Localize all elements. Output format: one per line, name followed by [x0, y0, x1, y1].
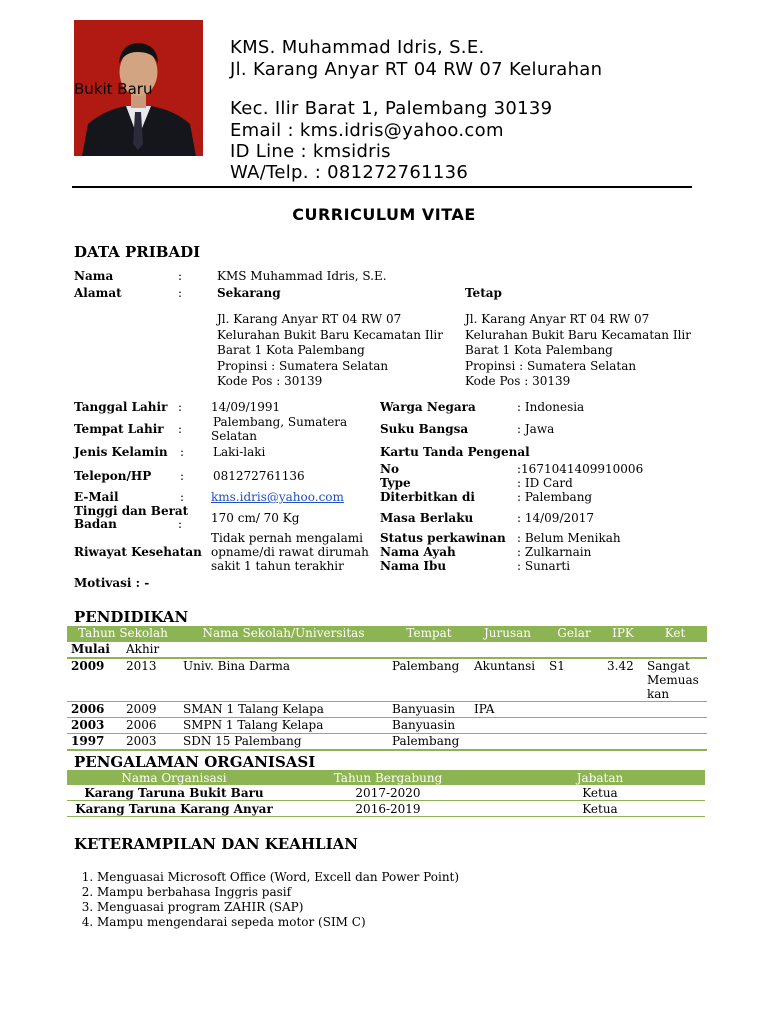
row-mulai: 2006: [71, 702, 105, 716]
jenis-kelamin-label: Jenis Kelamin: [74, 445, 168, 459]
row-gelar: [545, 718, 603, 734]
row-ipk: [603, 702, 643, 718]
section-data-pribadi: DATA PRIBADI: [74, 243, 201, 261]
tinggi-label2: Badan: [74, 517, 117, 531]
riwayat-line: sakit 1 tahun terakhir: [211, 559, 344, 573]
header-address-line2: Kec. Ilir Barat 1, Palembang 30139: [230, 98, 553, 119]
row-mulai: 1997: [71, 734, 105, 748]
address-line: Kelurahan Bukit Baru Kecamatan Ilir: [217, 327, 443, 342]
nama-label: Nama: [74, 269, 114, 283]
subheader-row: [67, 642, 707, 658]
berlaku-label: Masa Berlaku: [380, 511, 474, 525]
riwayat-line: opname/di rawat dirumah: [211, 545, 369, 559]
org-tahun: 2016-2019: [281, 801, 495, 817]
row-ipk: 3.42: [607, 659, 634, 673]
table-row: [67, 658, 707, 702]
address-line: Jl. Karang Anyar RT 04 RW 07: [465, 312, 650, 326]
row-tempat: Palembang: [392, 659, 460, 673]
colon: :: [178, 422, 183, 436]
warga-negara-value: : Indonesia: [517, 400, 585, 414]
colon: :: [178, 517, 183, 531]
row-jurusan: IPA: [474, 702, 495, 716]
org-tahun: 2017-2020: [281, 785, 495, 801]
education-table: [67, 626, 707, 751]
row-mulai: 2009: [71, 659, 105, 673]
row-nama: SMPN 1 Talang Kelapa: [183, 718, 324, 732]
section-keterampilan: KETERAMPILAN DAN KEAHLIAN: [74, 835, 358, 853]
type-label: Type: [380, 476, 411, 490]
colon: :: [178, 286, 183, 300]
row-tempat: Palembang: [392, 734, 460, 748]
alamat-label: Alamat: [74, 286, 122, 300]
riwayat-value: [211, 531, 369, 573]
section-organisasi: PENGALAMAN ORGANISASI: [74, 753, 316, 771]
row-ket: Sangat Memuaskan: [647, 659, 699, 701]
header-name: KMS. Muhammad Idris, S.E.: [230, 37, 485, 58]
email-link[interactable]: kms.idris@yahoo.com: [211, 490, 344, 504]
row-nama: SDN 15 Palembang: [183, 734, 302, 748]
tetap-address: [465, 312, 691, 390]
table-row: [67, 702, 707, 718]
address-line: Kelurahan Bukit Baru Kecamatan Ilir: [465, 327, 691, 342]
berlaku-value: : 14/09/2017: [517, 511, 595, 525]
table-row: [67, 801, 705, 817]
organization-table: [67, 770, 705, 817]
suku-label: Suku Bangsa: [380, 422, 469, 436]
subheader-akhir: Akhir: [122, 642, 179, 658]
telepon-value: 081272761136: [213, 469, 305, 483]
email-label: E-Mail: [74, 490, 119, 504]
jenis-kelamin-value: Laki-laki: [213, 445, 266, 459]
org-nama: Karang Taruna Karang Anyar: [67, 801, 281, 817]
row-ket: [643, 702, 707, 718]
subheader-mulai: Mulai: [67, 642, 122, 658]
warga-negara-label: Warga Negara: [380, 400, 476, 414]
tempat-lahir-label: Tempat Lahir: [74, 422, 164, 436]
org-nama: Karang Taruna Bukit Baru: [67, 785, 281, 801]
row-jurusan: Akuntansi: [474, 659, 536, 673]
header-divider: [72, 186, 692, 188]
terbit-value: : Palembang: [517, 490, 593, 504]
row-ket: [643, 734, 707, 751]
header-nama: Nama Sekolah/Universitas: [202, 626, 365, 640]
header-tempat: Tempat: [406, 626, 452, 640]
row-akhir: 2013: [126, 659, 157, 673]
table-header: [67, 626, 707, 642]
row-tempat: Banyuasin: [392, 718, 456, 732]
row-ipk: [603, 718, 643, 734]
header-email: Email : kms.idris@yahoo.com: [230, 120, 504, 141]
header-id-line: ID Line : kmsidris: [230, 141, 391, 162]
ibu-value: : Sunarti: [517, 559, 571, 573]
ktp-label: Kartu Tanda Pengenal: [380, 445, 530, 459]
header-wa: WA/Telp. : 081272761136: [230, 162, 469, 183]
address-line: Kode Pos : 30139: [465, 374, 571, 388]
header-org-nama: Nama Organisasi: [121, 770, 227, 785]
address-line: Propinsi : Sumatera Selatan: [465, 358, 637, 373]
tempat-lahir-value2: Selatan: [211, 429, 258, 443]
sekarang-address: [217, 312, 443, 390]
suku-value: : Jawa: [517, 422, 555, 436]
list-item: 1. Menguasai Microsoft Office (Word, Excell dan Power Point): [97, 870, 459, 885]
row-akhir: 2003: [126, 734, 157, 748]
colon: :: [180, 469, 185, 483]
row-nama: Univ. Bina Darma: [183, 659, 291, 673]
row-jurusan: [470, 718, 545, 734]
colon: :: [180, 445, 185, 459]
motivasi: Motivasi : -: [74, 576, 150, 590]
status-value: : Belum Menikah: [517, 531, 621, 545]
table-row: [67, 718, 707, 734]
row-ket: [643, 718, 707, 734]
colon: :: [180, 490, 185, 504]
status-label: Status perkawinan: [380, 531, 506, 545]
header-address-overlay: Bukit Baru: [74, 80, 153, 98]
row-ipk: [603, 734, 643, 751]
tanggal-lahir-label: Tanggal Lahir: [74, 400, 168, 414]
address-line: Kode Pos : 30139: [217, 374, 323, 388]
list-item: 3. Menguasai program ZAHIR (SAP): [97, 900, 459, 915]
tempat-lahir-value1: Palembang, Sumatera: [213, 415, 348, 429]
page-title: CURRICULUM VITAE: [292, 205, 476, 224]
row-gelar: [545, 734, 603, 751]
skills-list: [74, 870, 459, 930]
header-address-line1: Jl. Karang Anyar RT 04 RW 07 Kelurahan: [230, 59, 603, 80]
terbit-label: Diterbitkan di: [380, 490, 475, 504]
table-row: [67, 734, 707, 751]
header-jurusan: Jurusan: [483, 626, 532, 640]
no-label: No: [380, 462, 399, 476]
riwayat-label: Riwayat Kesehatan: [74, 545, 202, 559]
telepon-label: Telepon/HP: [74, 469, 152, 483]
row-tempat: Banyuasin: [392, 702, 456, 716]
org-jabatan: Ketua: [495, 785, 705, 801]
header-ipk: IPK: [612, 626, 634, 640]
header-org-tahun: Tahun Bergabung: [333, 770, 443, 785]
address-line: Propinsi : Sumatera Selatan: [217, 358, 389, 373]
row-gelar: [545, 702, 603, 718]
nama-value: KMS Muhammad Idris, S.E.: [217, 269, 387, 283]
tinggi-value: 170 cm/ 70 Kg: [211, 511, 300, 525]
tanggal-lahir-value: 14/09/1991: [211, 400, 281, 414]
table-header: [67, 770, 705, 785]
row-akhir: 2009: [126, 702, 157, 716]
riwayat-line: Tidak pernah mengalami: [211, 531, 363, 545]
type-value: : ID Card: [517, 476, 573, 490]
row-mulai: 2003: [71, 718, 105, 732]
colon: :: [178, 400, 183, 414]
tetap-label: Tetap: [465, 286, 502, 300]
row-jurusan: [470, 734, 545, 751]
section-pendidikan: PENDIDIKAN: [74, 608, 189, 626]
org-jabatan: Ketua: [495, 801, 705, 817]
sekarang-label: Sekarang: [217, 286, 281, 300]
list-item: 4. Mampu mengendarai sepeda motor (SIM C): [97, 915, 459, 930]
tinggi-label1: Tinggi dan Berat: [74, 504, 189, 518]
table-row: [67, 785, 705, 801]
row-akhir: 2006: [126, 718, 157, 732]
ayah-value: : Zulkarnain: [517, 545, 592, 559]
header-tahun: Tahun Sekolah: [78, 626, 168, 640]
no-value: :1671041409910006: [517, 462, 644, 476]
header-gelar: Gelar: [557, 626, 591, 640]
header-org-jabatan: Jabatan: [576, 770, 624, 785]
ayah-label: Nama Ayah: [380, 545, 456, 559]
address-line: Barat 1 Kota Palembang: [465, 343, 613, 357]
ibu-label: Nama Ibu: [380, 559, 447, 573]
colon: :: [178, 269, 183, 283]
header-ket: Ket: [664, 626, 686, 640]
row-nama: SMAN 1 Talang Kelapa: [183, 702, 324, 716]
address-line: Barat 1 Kota Palembang: [217, 343, 365, 357]
row-gelar: S1: [549, 659, 565, 673]
list-item: 2. Mampu berbahasa Inggris pasif: [97, 885, 459, 900]
address-line: Jl. Karang Anyar RT 04 RW 07: [217, 312, 402, 326]
